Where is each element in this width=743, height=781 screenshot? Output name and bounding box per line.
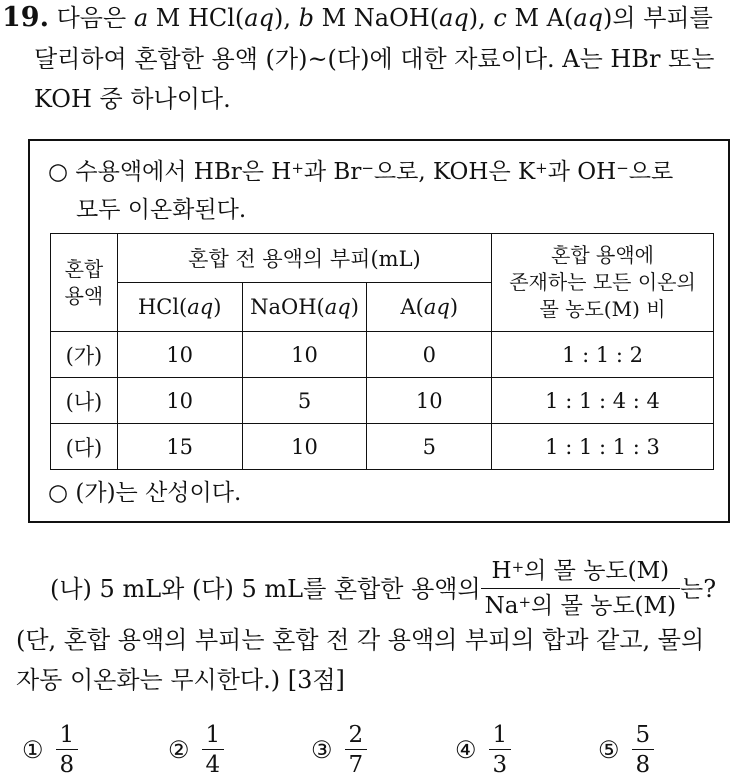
- var-b: b: [298, 4, 314, 32]
- frac-text: 의 몰 농도(M): [531, 593, 677, 619]
- denominator: 7: [348, 752, 364, 778]
- cell-a: 0: [367, 332, 492, 378]
- frac-text: H: [491, 558, 512, 584]
- question-stem-line-1: [2, 3, 713, 33]
- header-mix-2: 용액: [64, 283, 104, 308]
- choice-fraction: [489, 722, 512, 778]
- cell-hcl: 10: [117, 332, 242, 378]
- stem-text: )의 부피를: [603, 4, 713, 32]
- aq: aq: [324, 295, 351, 319]
- condition-2: ○ (가)는 산성이다.: [48, 480, 242, 506]
- paren: ): [350, 295, 359, 319]
- choice-5[interactable]: [598, 720, 654, 780]
- choice-fraction: [345, 722, 368, 778]
- superscript: −: [361, 159, 374, 177]
- header-ratio-2: 존재하는 모든 이온의: [509, 270, 696, 294]
- note-line-2: 자동 이온화는 무시한다.) [3점]: [16, 666, 345, 694]
- condition-1-line-2: 모두 이온화된다.: [76, 197, 247, 223]
- stem-text: M A(: [506, 4, 574, 32]
- cell-ratio: 1 : 1 : 4 : 4: [492, 378, 714, 424]
- aq: aq: [573, 4, 604, 32]
- cell-ratio: 1 : 1 : 2: [492, 332, 714, 378]
- var-c: c: [493, 4, 507, 32]
- choice-marker: ④: [455, 736, 477, 764]
- superscript: +: [535, 159, 548, 177]
- superscript: −: [616, 159, 629, 177]
- header-a-text: A(: [400, 295, 424, 319]
- question-stem-line-3: KOH 중 하나이다.: [34, 85, 231, 113]
- ratio-fraction: [481, 556, 680, 621]
- choice-fraction: [56, 722, 79, 778]
- choice-1[interactable]: [22, 720, 78, 780]
- choice-4[interactable]: [455, 720, 511, 780]
- header-mix: [51, 234, 118, 332]
- numerator: 1: [202, 722, 225, 750]
- denominator: 4: [205, 752, 221, 778]
- stem-text: M HCl(: [148, 4, 245, 32]
- stem-text: ),: [468, 4, 494, 32]
- stem-text: 다음은: [56, 4, 134, 32]
- header-ratio: [492, 234, 714, 332]
- cell-naoh: 5: [242, 378, 367, 424]
- header-hcl-text: HCl(: [137, 295, 188, 319]
- aq: aq: [423, 295, 450, 319]
- cell-ratio: 1 : 1 : 1 : 3: [492, 424, 714, 470]
- row-label: (나): [51, 378, 118, 424]
- header-naoh: [242, 283, 367, 332]
- row-label: (다): [51, 424, 118, 470]
- aq: aq: [187, 295, 214, 319]
- cond-text: ○ 수용액에서 HBr은 H: [48, 159, 292, 185]
- cell-a: 5: [367, 424, 492, 470]
- choice-marker: ③: [311, 736, 333, 764]
- header-hcl: [117, 283, 242, 332]
- cell-naoh: 10: [242, 332, 367, 378]
- cell-hcl: 10: [117, 378, 242, 424]
- data-table: [50, 233, 714, 470]
- table-row: [51, 424, 714, 470]
- choice-3[interactable]: [311, 720, 367, 780]
- cond-text: 과 Br: [303, 159, 362, 185]
- prompt-text: 는?: [680, 574, 717, 603]
- prompt-line: [50, 556, 716, 621]
- aq: aq: [244, 4, 274, 32]
- denominator: 8: [635, 752, 651, 778]
- numerator: 2: [345, 722, 368, 750]
- choice-fraction: [202, 722, 225, 778]
- cell-hcl: 15: [117, 424, 242, 470]
- aq: aq: [439, 4, 469, 32]
- cond-text: 으로: [628, 159, 674, 185]
- header-volume: 혼합 전 용액의 부피(mL): [117, 234, 491, 283]
- prompt-text: (나) 5 mL와 (다) 5 mL를 혼합한 용액의: [50, 574, 481, 603]
- superscript: +: [511, 558, 525, 576]
- paren: ): [449, 295, 459, 319]
- condition-1-line-1: [48, 157, 673, 187]
- header-mix-1: 혼합: [64, 256, 104, 281]
- table-row: [51, 378, 714, 424]
- choice-marker: ②: [168, 736, 190, 764]
- note-line-1: (단, 혼합 용액의 부피는 혼합 전 각 용액의 부피의 합과 같고, 물의: [16, 626, 705, 654]
- numerator: 1: [489, 722, 512, 750]
- choice-2[interactable]: [168, 720, 224, 780]
- denominator: 8: [59, 752, 75, 778]
- fraction-denominator: [481, 589, 680, 621]
- stem-text: M NaOH(: [313, 4, 440, 32]
- cond-text: 과 OH: [547, 159, 617, 185]
- choice-fraction: [632, 722, 655, 778]
- numerator: 5: [632, 722, 655, 750]
- superscript: +: [518, 593, 532, 611]
- superscript: +: [291, 159, 304, 177]
- var-a: a: [133, 4, 149, 32]
- header-ratio-3: 몰 농도(M) 비: [539, 297, 666, 321]
- choice-marker: ①: [22, 736, 44, 764]
- fraction-numerator: [481, 556, 680, 589]
- header-ratio-1: 혼합 용액에: [551, 243, 655, 267]
- question-stem-line-2: 달리하여 혼합한 용액 (가)~(다)에 대한 자료이다. A는 HBr 또는: [34, 45, 715, 73]
- table-row: [51, 332, 714, 378]
- row-label: (가): [51, 332, 118, 378]
- paren: ): [213, 295, 222, 319]
- cond-text: 으로, KOH은 K: [373, 159, 536, 185]
- question-number: 19.: [2, 2, 49, 33]
- denominator: 3: [492, 752, 508, 778]
- stem-text: ),: [273, 4, 299, 32]
- cell-a: 10: [367, 378, 492, 424]
- frac-text: 의 몰 농도(M): [524, 558, 670, 584]
- numerator: 1: [56, 722, 79, 750]
- cell-naoh: 10: [242, 424, 367, 470]
- header-a: [367, 283, 492, 332]
- choice-marker: ⑤: [598, 736, 620, 764]
- header-naoh-text: NaOH(: [250, 295, 325, 319]
- frac-text: Na: [484, 593, 519, 619]
